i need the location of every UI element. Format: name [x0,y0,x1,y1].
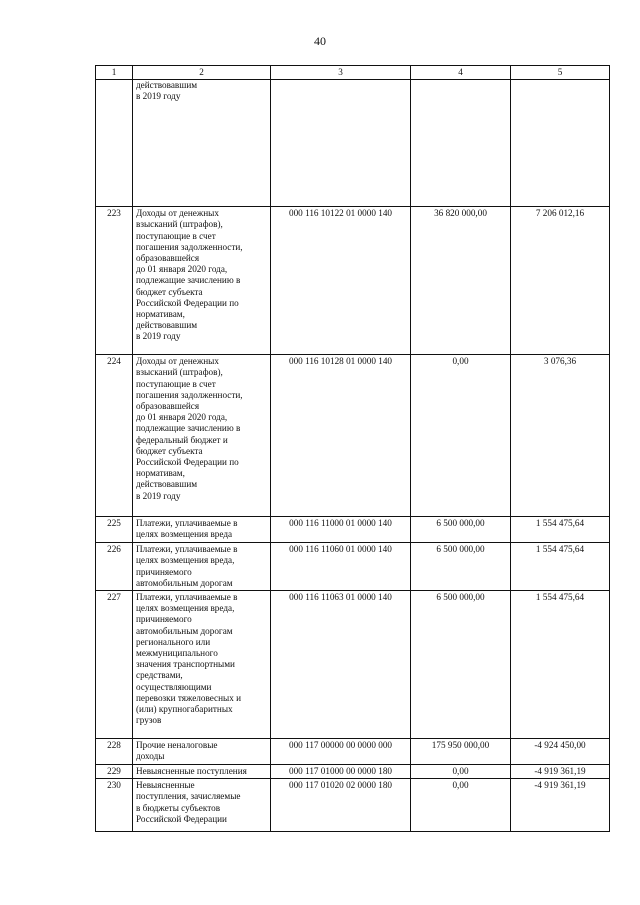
row-name [133,765,271,779]
row-name-line: действовавшим [136,479,198,490]
row-name-line: до 01 января 2020 года, [136,264,228,275]
row-name-line: средствами, [136,670,183,681]
row-name-line: подлежащие зачислению в [136,423,241,434]
row-name-line: Платежи, уплачиваемые в [136,544,238,555]
row-name-line: Доходы от денежных [136,208,219,219]
row-plan-amount: 0,00 [411,355,511,517]
row-name-line: нормативам, [136,468,185,479]
row-code [271,80,411,207]
row-number: 225 [96,517,133,543]
row-name-line: автомобильным дорогам [136,577,233,588]
row-number: 227 [96,591,133,739]
row-code: 000 117 01000 00 0000 180 [271,765,411,779]
row-number: 224 [96,355,133,517]
table-row [96,517,610,543]
row-name-line: доходы [136,751,165,762]
row-name-line: целях возмещения вреда, [136,555,235,566]
row-actual-amount: -4 919 361,19 [511,779,610,832]
row-actual-amount: 1 554 475,64 [511,517,610,543]
row-name-line: Российской Федерации по [136,457,239,468]
row-name-line: образовавшейся [136,253,200,264]
row-name-line: до 01 января 2020 года, [136,412,228,423]
table-row [96,591,610,739]
table-row [96,779,610,832]
row-name-line: образовавшейся [136,401,200,412]
row-name-line: в 2019 году [136,91,181,102]
row-name-line: Прочие неналоговые [136,740,218,751]
row-code: 000 117 01020 02 0000 180 [271,779,411,832]
column-header-5: 5 [511,66,610,80]
row-actual-amount: 7 206 012,16 [511,207,610,355]
row-name-line: в 2019 году [136,490,181,501]
row-name-line: перевозки тяжеловесных и [136,692,242,703]
row-actual-amount: 1 554 475,64 [511,543,610,591]
row-name-line: целях возмещения вреда, [136,603,235,614]
row-plan-amount: 0,00 [411,779,511,832]
row-name-line: поступающие в счет [136,230,216,241]
row-name-line: взысканий (штрафов), [136,367,223,378]
row-name-line: регионального или [136,636,211,647]
row-code: 000 116 11060 01 0000 140 [271,543,411,591]
row-name-line: поступающие в счет [136,378,216,389]
table-row [96,739,610,765]
row-name [133,207,271,355]
row-number: 226 [96,543,133,591]
row-name-line: межмуниципального [136,648,218,659]
row-name-line: значения транспортными [136,659,235,670]
row-actual-amount: -4 924 450,00 [511,739,610,765]
row-name [133,739,271,765]
row-name-line: в бюджеты субъектов [136,802,221,813]
table-row [96,207,610,355]
row-name-line: поступления, зачисляемые [136,791,241,802]
row-code: 000 116 11000 01 0000 140 [271,517,411,543]
row-number: 223 [96,207,133,355]
table-row [96,80,610,207]
row-name [133,80,271,207]
row-name-line: Невыясненные [136,780,195,791]
row-name-line: взысканий (штрафов), [136,219,223,230]
row-name-line: причиняемого [136,614,192,625]
row-actual-amount: 3 076,36 [511,355,610,517]
row-code: 000 117 00000 00 0000 000 [271,739,411,765]
row-name-line: автомобильным дорогам [136,625,233,636]
row-name-line: погашения задолженности, [136,241,243,252]
row-plan-amount [411,80,511,207]
row-name [133,543,271,591]
row-plan-amount: 6 500 000,00 [411,543,511,591]
column-header-4: 4 [411,66,511,80]
table-row [96,765,610,779]
table-row [96,543,610,591]
row-name-line: в 2019 году [136,331,181,342]
row-actual-amount [511,80,610,207]
row-name-line: нормативам, [136,309,185,320]
row-code: 000 116 10128 01 0000 140 [271,355,411,517]
row-name-line: Российской Федерации по [136,297,239,308]
row-number: 229 [96,765,133,779]
row-plan-amount: 6 500 000,00 [411,517,511,543]
row-name-line: грузов [136,715,162,726]
header-row [96,66,610,80]
row-plan-amount: 36 820 000,00 [411,207,511,355]
row-number [96,80,133,207]
row-name-line: (или) крупногабаритных [136,704,233,715]
row-name-line: причиняемого [136,566,192,577]
row-actual-amount: 1 554 475,64 [511,591,610,739]
table-row [96,355,610,517]
row-name-line: федеральный бюджет и [136,434,228,445]
row-plan-amount: 0,00 [411,765,511,779]
row-code: 000 116 11063 01 0000 140 [271,591,411,739]
row-number: 230 [96,779,133,832]
row-name-line: действовавшим [136,320,198,331]
row-name-line: действовавшим [136,80,198,91]
column-header-3: 3 [271,66,411,80]
row-plan-amount: 6 500 000,00 [411,591,511,739]
row-name-line: бюджет субъекта [136,286,203,297]
row-name [133,517,271,543]
row-name-line: Доходы от денежных [136,356,219,367]
page-number: 40 [314,34,326,48]
row-actual-amount: -4 919 361,19 [511,765,610,779]
row-name-line: целях возмещения вреда [136,529,233,540]
row-name-line: Платежи, уплачиваемые в [136,518,238,529]
row-name [133,591,271,739]
budget-table [95,65,610,832]
row-name [133,779,271,832]
row-number: 228 [96,739,133,765]
table-body [96,66,610,832]
row-name-line: Невыясненные поступления [136,766,247,777]
column-header-2: 2 [133,66,271,80]
row-code: 000 116 10122 01 0000 140 [271,207,411,355]
row-name-line: Российской Федерации [136,813,227,824]
row-name-line: бюджет субъекта [136,445,203,456]
row-name [133,355,271,517]
column-header-1: 1 [96,66,133,80]
row-name-line: Платежи, уплачиваемые в [136,592,238,603]
row-name-line: подлежащие зачислению в [136,275,241,286]
row-name-line: осуществляющими [136,681,212,692]
row-name-line: погашения задолженности, [136,389,243,400]
row-plan-amount: 175 950 000,00 [411,739,511,765]
